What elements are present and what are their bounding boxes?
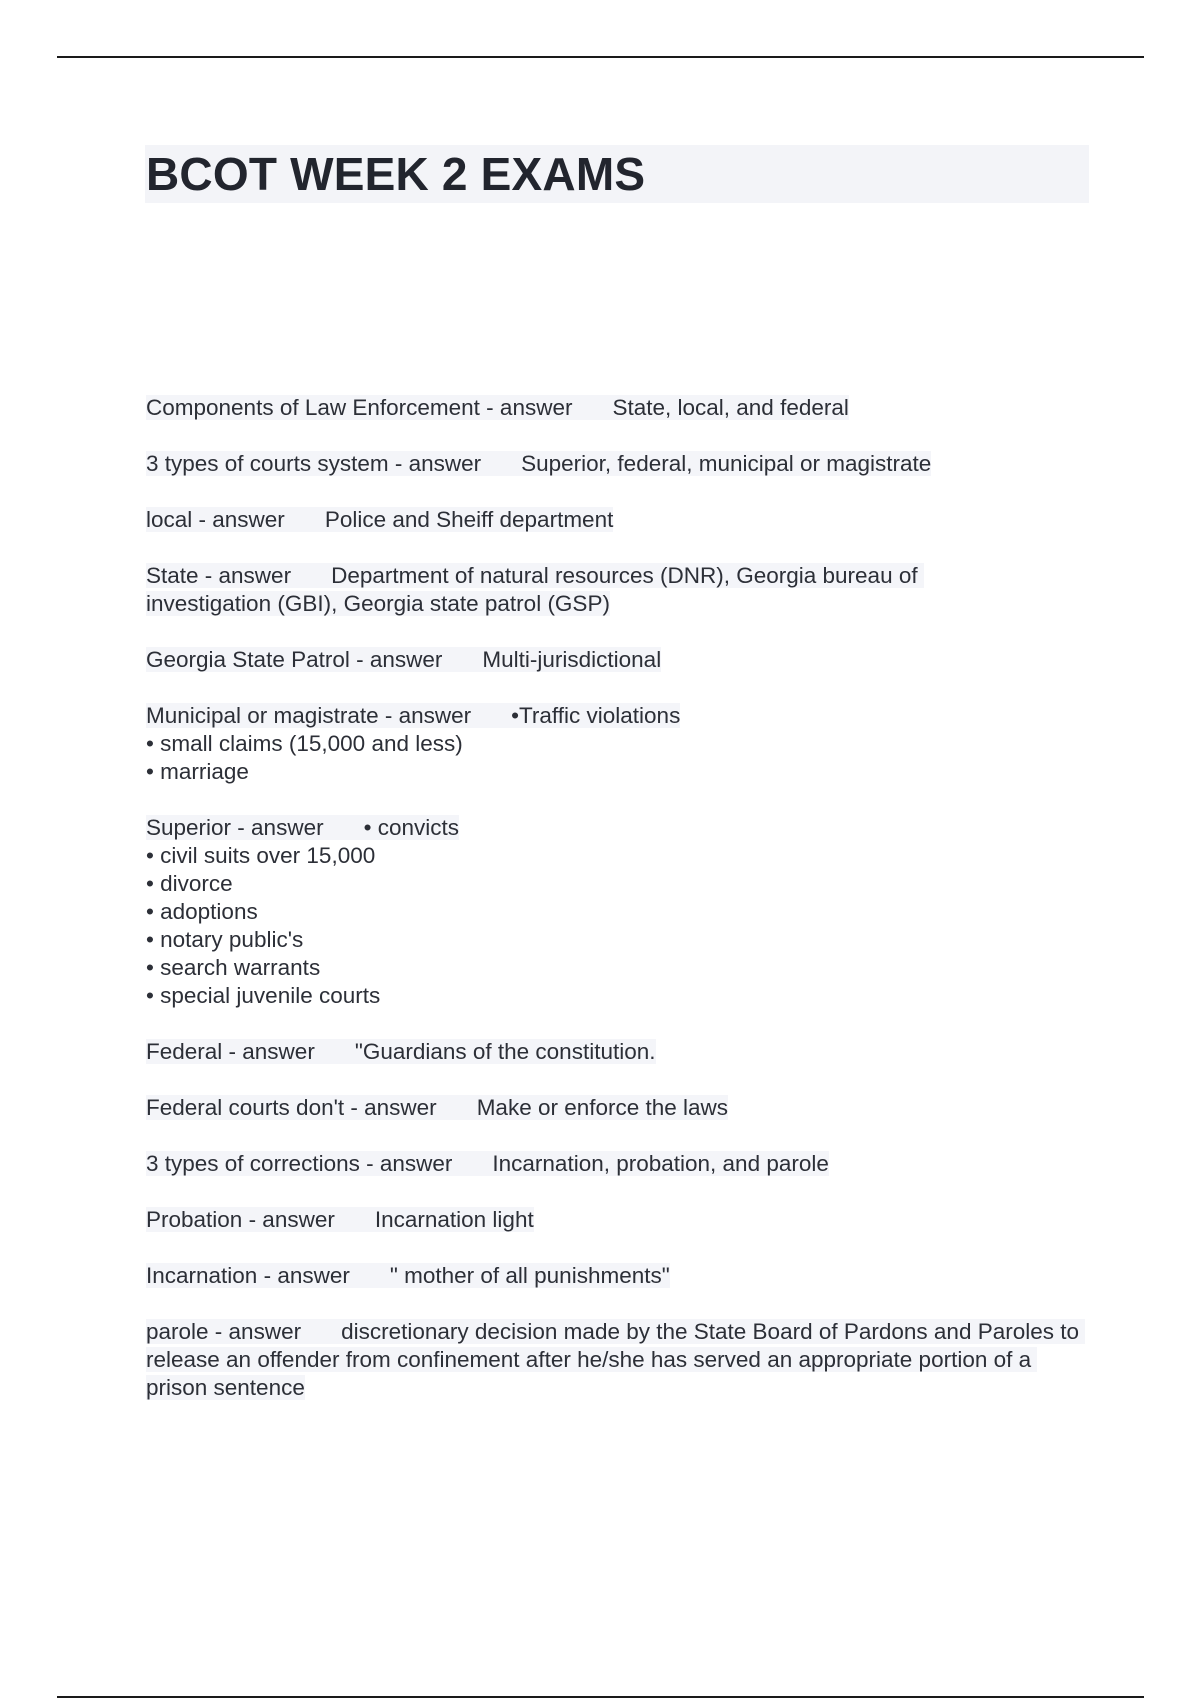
qa-item — [146, 506, 1091, 534]
qa-item — [146, 1150, 1091, 1178]
qa-answer-line: • civil suits over 15,000 — [146, 843, 376, 868]
qa-answer: State, local, and federal — [612, 395, 849, 420]
qa-answer-line: • special juvenile courts — [146, 983, 381, 1008]
qa-question: Components of Law Enforcement - answer — [146, 395, 573, 420]
qa-question: parole - answer — [146, 1319, 302, 1344]
qa-item — [146, 1318, 1091, 1402]
qa-question: Federal courts don't - answer — [146, 1095, 437, 1120]
qa-question: Georgia State Patrol - answer — [146, 647, 443, 672]
qa-answer: discretionary decision made by the State Board of Pardons and Paroles to release an offender from confinement after he/she has served an appropriate portion of a prison sentence — [146, 1319, 1086, 1400]
qa-answer: • convicts — [363, 815, 459, 840]
top-rule — [57, 56, 1144, 58]
qa-answer-line: • small claims (15,000 and less) — [146, 731, 463, 756]
qa-question: Probation - answer — [146, 1207, 335, 1232]
qa-item — [146, 1038, 1091, 1066]
qa-question: Incarnation - answer — [146, 1263, 350, 1288]
qa-answer-line: • search warrants — [146, 955, 321, 980]
qa-item — [146, 646, 1091, 674]
qa-answer-line: • divorce — [146, 871, 233, 896]
qa-question: State - answer — [146, 563, 292, 588]
qa-question: local - answer — [146, 507, 285, 532]
qa-question: 3 types of courts system - answer — [146, 451, 482, 476]
qa-answer: Police and Sheiff department — [324, 507, 614, 532]
qa-answer: Incarnation, probation, and parole — [492, 1151, 829, 1176]
qa-item — [146, 562, 1006, 618]
page-title: BCOT WEEK 2 EXAMS — [146, 148, 646, 200]
qa-answer: •Traffic violations — [511, 703, 681, 728]
qa-answer-line: • adoptions — [146, 899, 258, 924]
qa-list — [146, 394, 1091, 1430]
qa-question: 3 types of corrections - answer — [146, 1151, 453, 1176]
qa-item — [146, 394, 1091, 422]
qa-answer: Incarnation light — [374, 1207, 534, 1232]
qa-answer: Superior, federal, municipal or magistrate — [521, 451, 932, 476]
qa-item — [146, 1262, 1091, 1290]
qa-item — [146, 1094, 1091, 1122]
qa-item — [146, 450, 1091, 478]
qa-item — [146, 814, 1091, 1010]
bottom-rule — [57, 1696, 1144, 1698]
qa-answer: Make or enforce the laws — [476, 1095, 729, 1120]
qa-answer: Multi-jurisdictional — [482, 647, 662, 672]
qa-answer: " mother of all punishments" — [389, 1263, 670, 1288]
qa-question: Superior - answer — [146, 815, 324, 840]
qa-answer-line: • marriage — [146, 759, 249, 784]
qa-item — [146, 1206, 1091, 1234]
qa-question: Federal - answer — [146, 1039, 315, 1064]
qa-answer-line: • notary public's — [146, 927, 304, 952]
qa-answer: "Guardians of the constitution. — [354, 1039, 656, 1064]
qa-item — [146, 702, 1091, 786]
qa-question: Municipal or magistrate - answer — [146, 703, 472, 728]
qa-answer: Department of natural resources (DNR), Georgia bureau of investigation (GBI), Georgia state patrol (GSP) — [146, 563, 924, 616]
